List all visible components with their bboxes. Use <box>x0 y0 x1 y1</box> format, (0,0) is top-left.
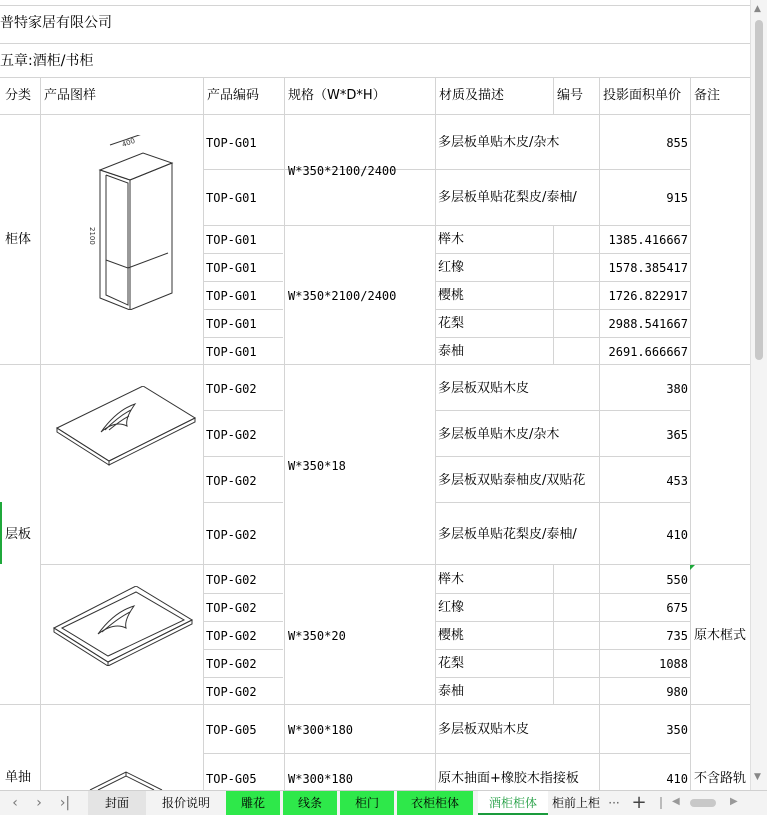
header-num[interactable]: 编号 <box>557 88 584 103</box>
material-cell[interactable]: 樱桃 <box>438 288 465 303</box>
grid-line <box>435 593 691 594</box>
header-spec[interactable]: 规格（W*D*H） <box>288 88 386 103</box>
spec-cell[interactable]: W*350*18 <box>288 459 346 473</box>
tab-cover[interactable]: 封面 <box>88 791 146 815</box>
material-cell[interactable]: 泰柚 <box>438 684 465 699</box>
price-cell[interactable]: 2691.666667 <box>608 345 688 359</box>
header-material[interactable]: 材质及描述 <box>439 88 505 103</box>
grid-line <box>0 364 751 365</box>
product-code[interactable]: TOP-G01 <box>206 261 257 275</box>
product-code[interactable]: TOP-G02 <box>206 601 257 615</box>
grid-line <box>435 677 691 678</box>
grid-line <box>40 77 41 790</box>
grid-line <box>203 677 283 678</box>
grid-line <box>203 753 691 754</box>
product-code[interactable]: TOP-G01 <box>206 289 257 303</box>
framed-shelf-drawing <box>52 586 197 666</box>
header-image[interactable]: 产品图样 <box>44 88 97 103</box>
material-cell[interactable]: 多层板单贴花梨皮/泰柚/ <box>438 527 577 542</box>
product-code[interactable]: TOP-G01 <box>206 345 257 359</box>
spec-cell[interactable]: W*300*180 <box>288 772 354 786</box>
price-cell[interactable]: 1088 <box>659 657 688 671</box>
grid-line <box>435 502 691 503</box>
scroll-up-icon[interactable]: ▲ <box>754 4 761 14</box>
grid-line <box>203 593 283 594</box>
product-code[interactable]: TOP-G02 <box>206 573 257 587</box>
price-cell[interactable]: 350 <box>666 723 688 737</box>
grid-line <box>0 704 751 705</box>
material-cell[interactable]: 花梨 <box>438 316 465 331</box>
material-cell[interactable]: 榉木 <box>438 232 465 247</box>
first-sheet-icon[interactable]: ‹ <box>12 795 18 811</box>
product-code[interactable]: TOP-G02 <box>206 428 257 442</box>
horizontal-scrollbar[interactable] <box>672 795 746 811</box>
product-code[interactable]: TOP-G02 <box>206 382 257 396</box>
grid-line <box>203 281 283 282</box>
product-code[interactable]: TOP-G01 <box>206 233 257 247</box>
scroll-left-icon[interactable]: ◀ <box>672 796 680 807</box>
product-code[interactable]: TOP-G01 <box>206 317 257 331</box>
price-cell[interactable]: 675 <box>666 601 688 615</box>
header-note[interactable]: 备注 <box>694 88 721 103</box>
price-cell[interactable]: 2988.541667 <box>608 317 688 331</box>
price-cell[interactable]: 1385.416667 <box>608 233 688 247</box>
header-price[interactable]: 投影面积单价 <box>603 88 682 103</box>
grid-line <box>0 77 751 78</box>
category-drawer[interactable]: 单抽 <box>5 770 32 785</box>
product-code[interactable]: TOP-G02 <box>206 629 257 643</box>
price-cell[interactable]: 915 <box>666 191 688 205</box>
category-shelf[interactable]: 层板 <box>5 527 32 542</box>
material-cell[interactable]: 多层板单贴木皮/杂木 <box>438 135 560 150</box>
scrollbar-thumb[interactable] <box>755 20 763 360</box>
grid-line <box>435 253 691 254</box>
grid-line <box>0 114 751 115</box>
grid-line <box>203 253 283 254</box>
price-cell[interactable]: 410 <box>666 528 688 542</box>
last-sheet-icon[interactable]: ›| <box>59 795 71 811</box>
material-cell[interactable]: 多层板双贴泰柚皮/双贴花 <box>438 473 586 488</box>
more-tabs-icon[interactable]: ··· <box>608 796 620 810</box>
material-cell[interactable]: 花梨 <box>438 656 465 671</box>
grid-line <box>40 564 751 565</box>
grid-line <box>203 621 283 622</box>
tab-lines[interactable]: 线条 <box>283 791 337 815</box>
price-cell[interactable]: 735 <box>666 629 688 643</box>
price-cell[interactable]: 380 <box>666 382 688 396</box>
grid-line <box>203 169 691 170</box>
price-cell[interactable]: 1578.385417 <box>608 261 688 275</box>
material-cell[interactable]: 泰柚 <box>438 344 465 359</box>
grid-line <box>553 564 554 705</box>
spec-cell[interactable]: W*350*2100/2400 <box>288 289 397 303</box>
material-cell[interactable]: 红橡 <box>438 600 465 615</box>
spec-cell[interactable]: W*300*180 <box>288 723 354 737</box>
spec-cell[interactable]: W*350*20 <box>288 629 346 643</box>
product-code[interactable]: TOP-G02 <box>206 657 257 671</box>
material-cell[interactable]: 多层板单贴花梨皮/泰柚/ <box>438 190 577 205</box>
product-code[interactable]: TOP-G01 <box>206 136 257 150</box>
vertical-scrollbar[interactable] <box>750 0 767 790</box>
grid-line <box>435 649 691 650</box>
grid-line <box>203 309 283 310</box>
tab-next-sheet[interactable]: 柜前上柜 <box>552 796 600 810</box>
price-cell[interactable]: 550 <box>666 573 688 587</box>
grid-line <box>203 337 283 338</box>
svg-text:400: 400 <box>120 136 137 149</box>
price-cell[interactable]: 453 <box>666 474 688 488</box>
grid-line <box>690 77 691 790</box>
sheet-tab-bar <box>0 790 767 815</box>
material-cell[interactable]: 樱桃 <box>438 628 465 643</box>
grid-line <box>435 77 436 790</box>
material-cell[interactable]: 原木抽面+橡胶木指接板 <box>438 771 579 786</box>
grid-line <box>203 77 204 790</box>
grid-line <box>0 43 751 44</box>
note-cell[interactable]: 原木框式 <box>694 628 747 643</box>
grid-line <box>203 502 283 503</box>
spec-cell[interactable]: W*350*2100/2400 <box>288 164 397 178</box>
grid-line <box>0 5 751 6</box>
tab-doors[interactable]: 柜门 <box>340 791 394 815</box>
grid-line <box>435 621 691 622</box>
price-cell[interactable]: 855 <box>666 136 688 150</box>
grid-line <box>203 649 283 650</box>
add-sheet-icon[interactable]: + <box>631 792 647 813</box>
drawer-drawing <box>88 768 168 790</box>
material-cell[interactable]: 多层板双贴木皮 <box>438 381 530 396</box>
svg-text:2100: 2100 <box>88 227 96 245</box>
grid-line <box>435 410 691 411</box>
material-cell[interactable]: 红橡 <box>438 260 465 275</box>
product-code[interactable]: TOP-G02 <box>206 528 257 542</box>
material-cell[interactable]: 多层板单贴木皮/杂木 <box>438 427 560 442</box>
row-selection-indicator <box>0 502 2 564</box>
grid-line <box>435 456 691 457</box>
h-scrollbar-thumb[interactable] <box>690 799 716 807</box>
tab-quote-notes[interactable]: 报价说明 <box>161 796 210 810</box>
price-cell[interactable]: 365 <box>666 428 688 442</box>
grid-line <box>435 309 691 310</box>
price-cell[interactable]: 980 <box>666 685 688 699</box>
price-cell[interactable]: 1726.822917 <box>608 289 688 303</box>
grid-line <box>284 77 285 790</box>
company-name[interactable]: 普特家居有限公司 <box>0 15 112 31</box>
price-cell[interactable]: 410 <box>666 772 688 786</box>
shelf-drawing <box>55 386 200 466</box>
grid-line <box>435 281 691 282</box>
grid-line <box>435 337 691 338</box>
comment-marker-icon <box>690 565 695 570</box>
category-cabinet[interactable]: 柜体 <box>5 232 32 247</box>
scroll-right-icon[interactable]: ▶ <box>730 796 738 807</box>
product-code[interactable]: TOP-G02 <box>206 685 257 699</box>
material-cell[interactable]: 多层板双贴木皮 <box>438 722 530 737</box>
grid-line <box>203 456 283 457</box>
header-category[interactable]: 分类 <box>5 88 32 103</box>
grid-line <box>553 225 554 365</box>
splitter-handle[interactable] <box>660 797 662 809</box>
material-cell[interactable]: 榉木 <box>438 572 465 587</box>
next-sheet-icon[interactable]: › <box>36 795 42 811</box>
header-code[interactable]: 产品编码 <box>207 88 260 103</box>
grid-line <box>203 410 283 411</box>
tab-wine-cabinet[interactable]: 酒柜柜体 <box>478 791 548 815</box>
product-code[interactable]: TOP-G01 <box>206 191 257 205</box>
tab-wardrobe[interactable]: 衣柜柜体 <box>397 791 473 815</box>
tab-carving[interactable]: 雕花 <box>226 791 280 815</box>
chapter-title[interactable]: 五章:酒柜/书柜 <box>0 53 94 69</box>
grid-line <box>203 225 691 226</box>
cabinet-drawing <box>88 135 188 310</box>
grid-line <box>553 77 554 115</box>
product-code[interactable]: TOP-G05 <box>206 723 257 737</box>
scroll-down-icon[interactable]: ▼ <box>754 772 761 782</box>
product-code[interactable]: TOP-G02 <box>206 474 257 488</box>
note-cell[interactable]: 不含路轨 <box>694 771 747 786</box>
product-code[interactable]: TOP-G05 <box>206 772 257 786</box>
